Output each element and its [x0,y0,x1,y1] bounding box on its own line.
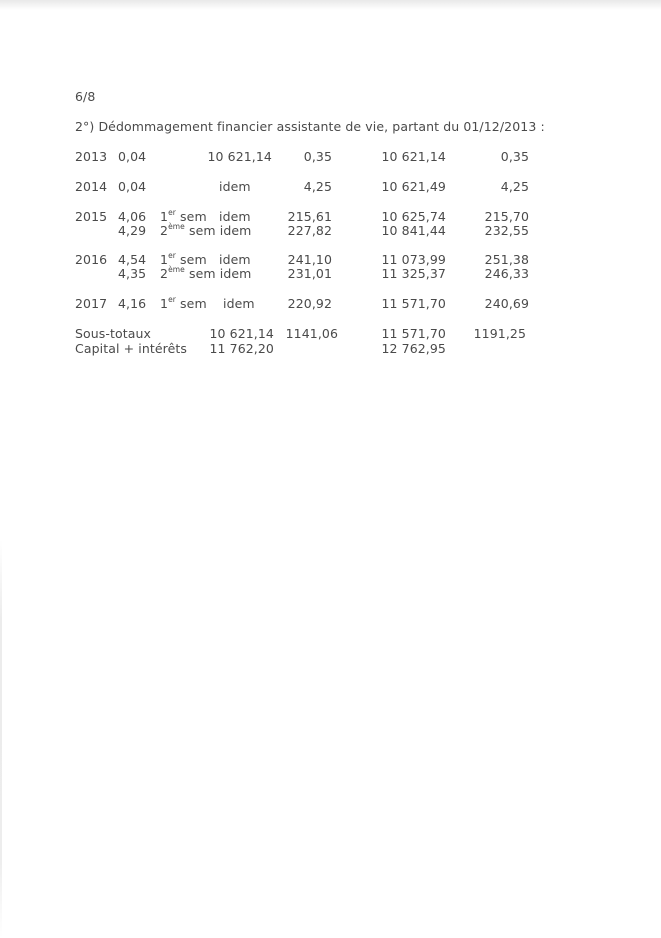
interest2-cell: 232,55 [484,223,529,238]
interest-cell: 220,92 [287,296,332,311]
interest2-cell: 246,33 [484,266,529,281]
rate-cell: 4,54 [118,252,147,267]
subtotal-interest2: 1191,25 [473,326,526,341]
semester-cell: 1er sem [160,294,207,311]
capital-cell: 11 571,70 [381,296,446,311]
basis-cell: idem [219,179,251,194]
capital-cell: 10 841,44 [381,223,446,238]
rate-cell: 0,04 [118,179,147,194]
semester-cell: 2ème sem idem [160,264,252,281]
capital-cell: 10 621,49 [381,179,446,194]
rate-cell: 4,29 [118,223,147,238]
interest2-cell: 215,70 [484,209,529,224]
subtotal-interest: 1141,06 [285,326,338,341]
semester-cell: 2ème sem idem [160,221,252,238]
capital-total-1: 11 762,20 [209,341,274,356]
interest2-cell: 4,25 [500,179,529,194]
basis-cell: idem [219,266,252,281]
interest2-cell: 240,69 [484,296,529,311]
interest-cell: 227,82 [287,223,332,238]
interest-cell: 231,01 [287,266,332,281]
section-heading: 2°) Dédommagement financier assistante de vie, partant du 01/12/2013 : [75,119,545,134]
interest-cell: 215,61 [287,209,332,224]
interest-cell: 241,10 [287,252,332,267]
capital-cell: 11 073,99 [381,252,446,267]
semester-cell: 1er sem [160,250,207,267]
interest-cell: 0,35 [303,149,332,164]
capital-cell: 10 625,74 [381,209,446,224]
year-cell: 2015 [75,209,108,224]
interest2-cell: 251,38 [484,252,529,267]
rate-cell: 4,16 [118,296,147,311]
rate-cell: 4,06 [118,209,147,224]
scan-left-edge [0,540,2,938]
year-cell: 2016 [75,252,108,267]
basis-cell: idem [219,252,251,267]
year-cell: 2014 [75,179,108,194]
subtotal-basis: 10 621,14 [209,326,274,341]
basis-cell: idem [219,223,252,238]
interest2-cell: 0,35 [500,149,529,164]
semester-cell: 1er sem [160,207,207,224]
year-cell: 2017 [75,296,108,311]
year-cell: 2013 [75,149,108,164]
basis-cell: 10 621,14 [207,149,272,164]
scan-top-edge [0,0,661,10]
rate-cell: 0,04 [118,149,147,164]
capital-total-2: 12 762,95 [381,341,446,356]
interest-cell: 4,25 [303,179,332,194]
page-number: 6/8 [75,89,96,104]
capital-label: Capital + intérêts [75,341,188,356]
capital-cell: 11 325,37 [381,266,446,281]
capital-cell: 10 621,14 [381,149,446,164]
basis-cell: idem [223,296,255,311]
rate-cell: 4,35 [118,266,147,281]
subtotal-capital: 11 571,70 [381,326,446,341]
subtotal-label: Sous-totaux [75,326,152,341]
basis-cell: idem [219,209,251,224]
